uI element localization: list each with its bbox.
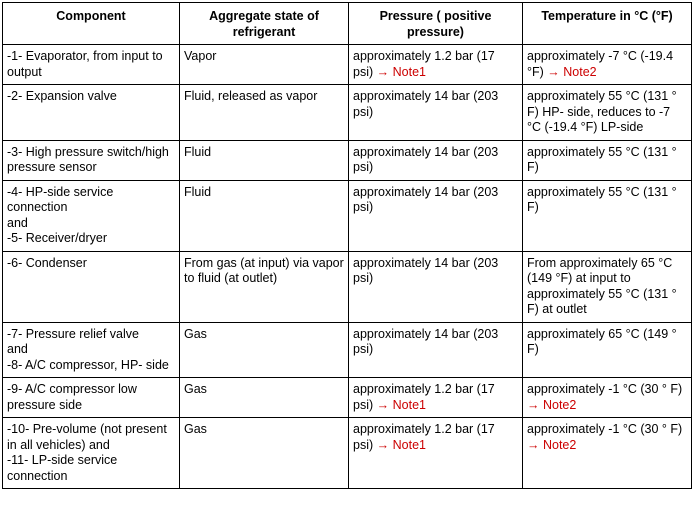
note2-link[interactable]: → Note2 bbox=[527, 397, 577, 412]
refrigerant-circuit-table bbox=[2, 2, 692, 489]
temperature-value: approximately -1 °C (30 ° F) bbox=[527, 382, 683, 396]
component-cell bbox=[3, 322, 180, 378]
temperature-cell bbox=[523, 45, 692, 85]
state-cell: Vapor bbox=[180, 45, 349, 85]
state-cell: Fluid bbox=[180, 140, 349, 180]
pressure-cell: approximately 14 bar (203 psi) bbox=[349, 251, 523, 322]
table-row bbox=[3, 251, 692, 322]
table-row bbox=[3, 418, 692, 489]
state-cell: Gas bbox=[180, 322, 349, 378]
state-cell: Gas bbox=[180, 378, 349, 418]
table-row bbox=[3, 45, 692, 85]
note1-link[interactable]: → Note1 bbox=[376, 64, 426, 79]
component-cell bbox=[3, 418, 180, 489]
table-row bbox=[3, 378, 692, 418]
component-line: -11- LP-side service connection bbox=[7, 453, 118, 483]
component-line: and bbox=[7, 342, 28, 356]
table-header-row bbox=[3, 3, 692, 45]
note1-link[interactable]: → Note1 bbox=[376, 437, 426, 452]
state-cell: Gas bbox=[180, 418, 349, 489]
state-cell: From gas (at input) via vapor to fluid (at outlet) bbox=[180, 251, 349, 322]
temperature-value: approximately -7 °C (-19.4 °F) bbox=[527, 49, 674, 79]
temperature-cell: approximately 55 °C (131 ° F) bbox=[523, 140, 692, 180]
temperature-value: approximately -1 °C (30 ° F) bbox=[527, 422, 683, 436]
pressure-cell bbox=[349, 418, 523, 489]
table-row bbox=[3, 322, 692, 378]
table-row bbox=[3, 140, 692, 180]
temperature-cell bbox=[523, 418, 692, 489]
component-line: -4- HP-side service connection bbox=[7, 184, 114, 214]
table-row bbox=[3, 180, 692, 251]
note2-link[interactable]: → Note2 bbox=[527, 437, 577, 452]
component-line: -5- Receiver/dryer bbox=[7, 231, 108, 245]
note1-link[interactable]: → Note1 bbox=[376, 397, 426, 412]
state-cell: Fluid, released as vapor bbox=[180, 85, 349, 141]
column-header-component: Component bbox=[3, 3, 180, 45]
temperature-cell bbox=[523, 378, 692, 418]
column-header-pressure: Pressure ( positive pressure) bbox=[349, 3, 523, 45]
temperature-cell: approximately 55 °C (131 ° F) bbox=[523, 180, 692, 251]
component-cell: -3- High pressure switch/high pressure sensor bbox=[3, 140, 180, 180]
pressure-cell: approximately 14 bar (203 psi) bbox=[349, 180, 523, 251]
pressure-cell bbox=[349, 378, 523, 418]
column-header-temperature: Temperature in °C (°F) bbox=[523, 3, 692, 45]
refrigerant-table-container bbox=[2, 2, 692, 489]
pressure-cell: approximately 14 bar (203 psi) bbox=[349, 322, 523, 378]
component-line: and bbox=[7, 215, 28, 230]
component-cell: -6- Condenser bbox=[3, 251, 180, 322]
temperature-cell: From approximately 65 °C (149 °F) at input to approximately 55 °C (131 ° F) at outlet bbox=[523, 251, 692, 322]
pressure-cell: approximately 14 bar (203 psi) bbox=[349, 85, 523, 141]
column-header-state: Aggregate state of refrigerant bbox=[180, 3, 349, 45]
component-cell: -2- Expansion valve bbox=[3, 85, 180, 141]
temperature-cell: approximately 65 °C (149 ° F) bbox=[523, 322, 692, 378]
state-cell: Fluid bbox=[180, 180, 349, 251]
pressure-cell: approximately 14 bar (203 psi) bbox=[349, 140, 523, 180]
pressure-value: approximately 1.2 bar (17 psi) bbox=[353, 422, 495, 452]
component-line: -7- Pressure relief valve bbox=[7, 326, 139, 341]
pressure-value: approximately 1.2 bar (17 psi) bbox=[353, 382, 495, 412]
component-cell bbox=[3, 180, 180, 251]
temperature-cell: approximately 55 °C (131 ° F) HP- side, reduces to -7 °C (-19.4 °F) LP-side bbox=[523, 85, 692, 141]
component-cell: -1- Evaporator, from input to output bbox=[3, 45, 180, 85]
component-line: -8- A/C compressor, HP- side bbox=[7, 357, 169, 372]
pressure-value: approximately 1.2 bar (17 psi) bbox=[353, 49, 495, 79]
pressure-cell bbox=[349, 45, 523, 85]
component-cell: -9- A/C compressor low pressure side bbox=[3, 378, 180, 418]
table-row bbox=[3, 85, 692, 141]
component-line: -10- Pre-volume (not present in all vehicles) and bbox=[7, 422, 167, 452]
note2-link[interactable]: → Note2 bbox=[547, 64, 597, 79]
